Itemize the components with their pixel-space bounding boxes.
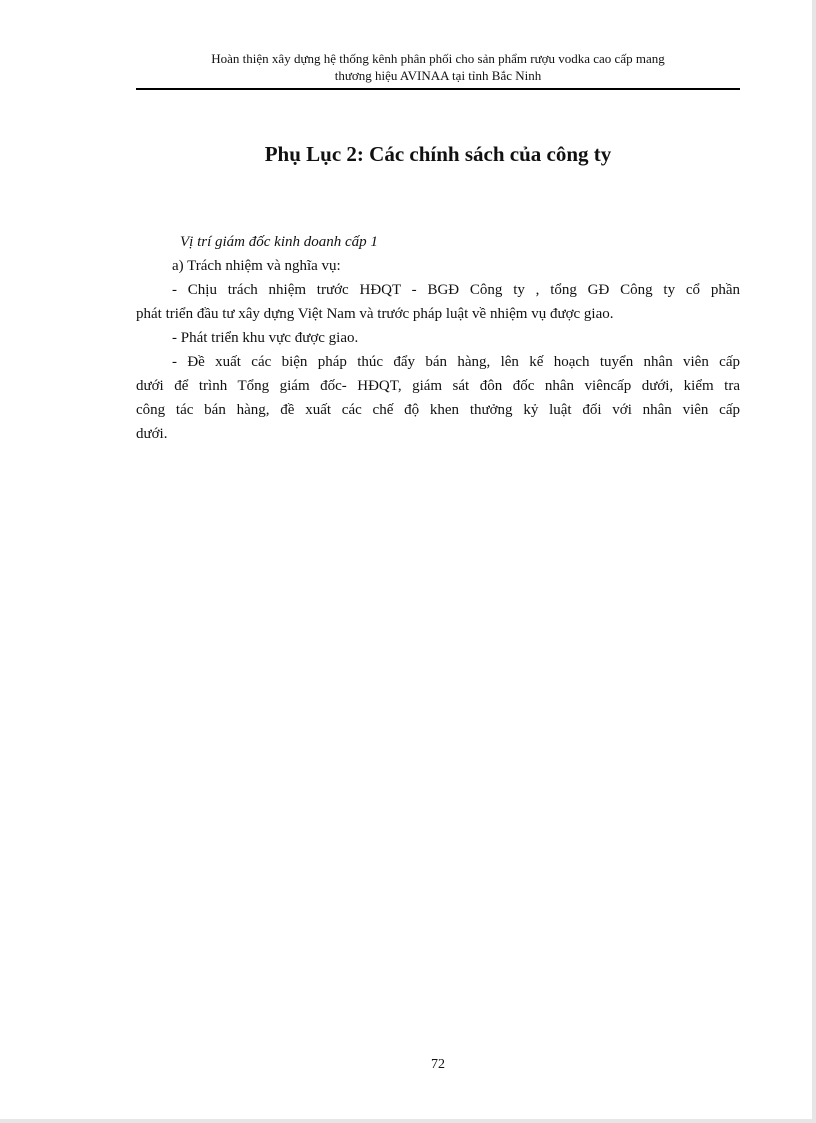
- page-edge-shadow-bottom: [0, 1119, 816, 1123]
- body-content: [136, 230, 740, 446]
- header-divider: [136, 88, 740, 90]
- paragraph-3-line-4: dưới.: [136, 426, 168, 442]
- page-number: 72: [431, 1057, 445, 1072]
- paragraph-3-line-1: - Đề xuất các biện pháp thúc đẩy bán hàng, lên kế hoạch tuyển nhân viên cấp: [172, 354, 740, 370]
- paragraph-1-line-1: - Chịu trách nhiệm trước HĐQT - BGĐ Công ty , tổng GĐ Công ty cổ phần: [172, 282, 740, 298]
- section-heading: Vị trí giám đốc kinh doanh cấp 1: [180, 234, 378, 250]
- page-edge-shadow-right: [812, 0, 816, 1123]
- paragraph-3-line-2: dưới để trình Tổng giám đốc- HĐQT, giám sát đôn đốc nhân viêncấp dưới, kiểm tra: [136, 378, 740, 394]
- subsection-heading: a) Trách nhiệm và nghĩa vụ:: [172, 258, 341, 274]
- paragraph-3-line-3: công tác bán hàng, đề xuất các chế độ khen thưởng kỷ luật đối với nhân viên cấp: [136, 402, 740, 418]
- paragraph-1-line-2: phát triển đầu tư xây dựng Việt Nam và trước pháp luật về nhiệm vụ được giao.: [136, 306, 614, 322]
- paragraph-2: - Phát triển khu vực được giao.: [172, 330, 359, 346]
- running-header-line-1: Hoàn thiện xây dựng hệ thống kênh phân phối cho sản phẩm rượu vodka cao cấp mang: [211, 51, 665, 66]
- page-title: Phụ Lục 2: Các chính sách của công ty: [264, 142, 612, 166]
- running-header-line-2: thương hiệu AVINAA tại tỉnh Bắc Ninh: [334, 68, 542, 83]
- running-header: [136, 50, 740, 84]
